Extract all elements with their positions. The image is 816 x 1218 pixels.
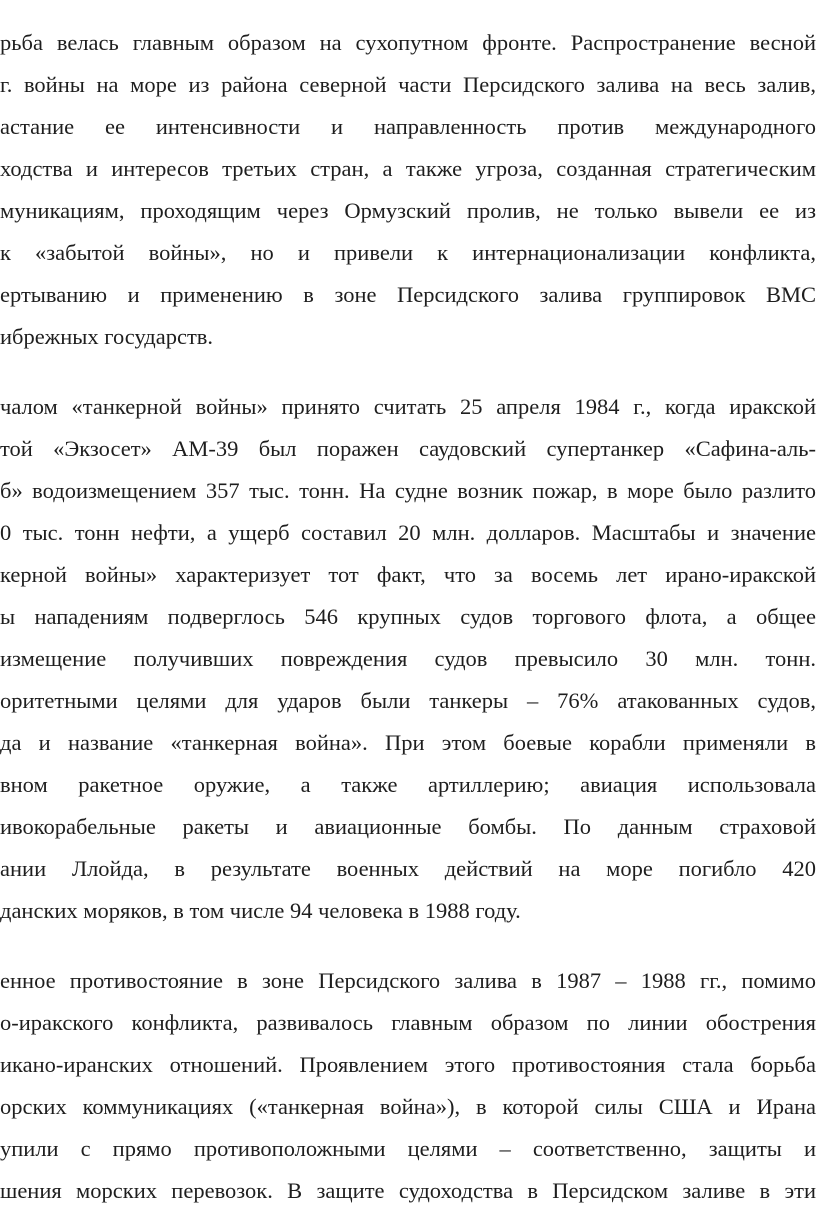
text-line: орских коммуникациях («танкерная война»), в которой силы США и Ирана (0, 1094, 816, 1119)
text-line: г. войны на море из района северной части Персидского залива на весь залив, (0, 72, 816, 97)
text-line: ы нападениям подверглось 546 крупных судов торгового флота, а общее (0, 604, 816, 629)
text-line: ертыванию и применению в зоне Персидского залива группировок ВМС (0, 282, 816, 307)
text-line: к «забытой войны», но и привели к интернационализации конфликта, (0, 240, 816, 265)
text-line: астание ее интенсивности и направленность против международного (0, 114, 816, 139)
text-line: о-иракского конфликта, развивалось главным образом по линии обострения (0, 1010, 816, 1035)
text-line: шения морских перевозок. В защите судоходства в Персидском заливе в эти (0, 1178, 816, 1203)
text-line: да и название «танкерная война». При этом боевые корабли применяли в (0, 730, 816, 755)
text-line: енное противостояние в зоне Персидского залива в 1987 – 1988 гг., помимо (0, 968, 816, 993)
text-line: чалом «танкерной войны» принято считать 25 апреля 1984 г., когда иракской (0, 394, 816, 419)
text-line: той «Экзосет» АМ-39 был поражен саудовский супертанкер «Сафина-аль- (0, 436, 816, 461)
text-line: 0 тыс. тонн нефти, а ущерб составил 20 млн. долларов. Масштабы и значение (0, 520, 816, 545)
text-line: данских моряков, в том числе 94 человека в 1988 году. (0, 898, 521, 923)
text-line: ивокорабельные ракеты и авиационные бомбы. По данным страховой (0, 814, 816, 839)
text-line: вном ракетное оружие, а также артиллерию; авиация использовала (0, 772, 816, 797)
text-line: рьба велась главным образом на сухопутном фронте. Распространение весной (0, 30, 816, 55)
text-line: измещение получивших повреждения судов превысило 30 млн. тонн. (0, 646, 816, 671)
text-line: ании Ллойда, в результате военных действий на море погибло 420 (0, 856, 816, 881)
text-line: икано-иранских отношений. Проявлением этого противостояния стала борьба (0, 1052, 816, 1077)
text-line: оритетными целями для ударов были танкеры – 76% атакованных судов, (0, 688, 816, 713)
text-line: муникациям, проходящим через Ормузский пролив, не только вывели ее из (0, 198, 816, 223)
text-line: ходства и интересов третьих стран, а также угроза, созданная стратегическим (0, 156, 816, 181)
text-line: б» водоизмещением 357 тыс. тонн. На судне возник пожар, в море было разлито (0, 478, 816, 503)
text-line: керной войны» характеризует тот факт, что за восемь лет ирано-иракской (0, 562, 816, 587)
text-line: упили с прямо противоположными целями – соответственно, защиты и (0, 1136, 816, 1161)
text-line: ибрежных государств. (0, 324, 214, 349)
